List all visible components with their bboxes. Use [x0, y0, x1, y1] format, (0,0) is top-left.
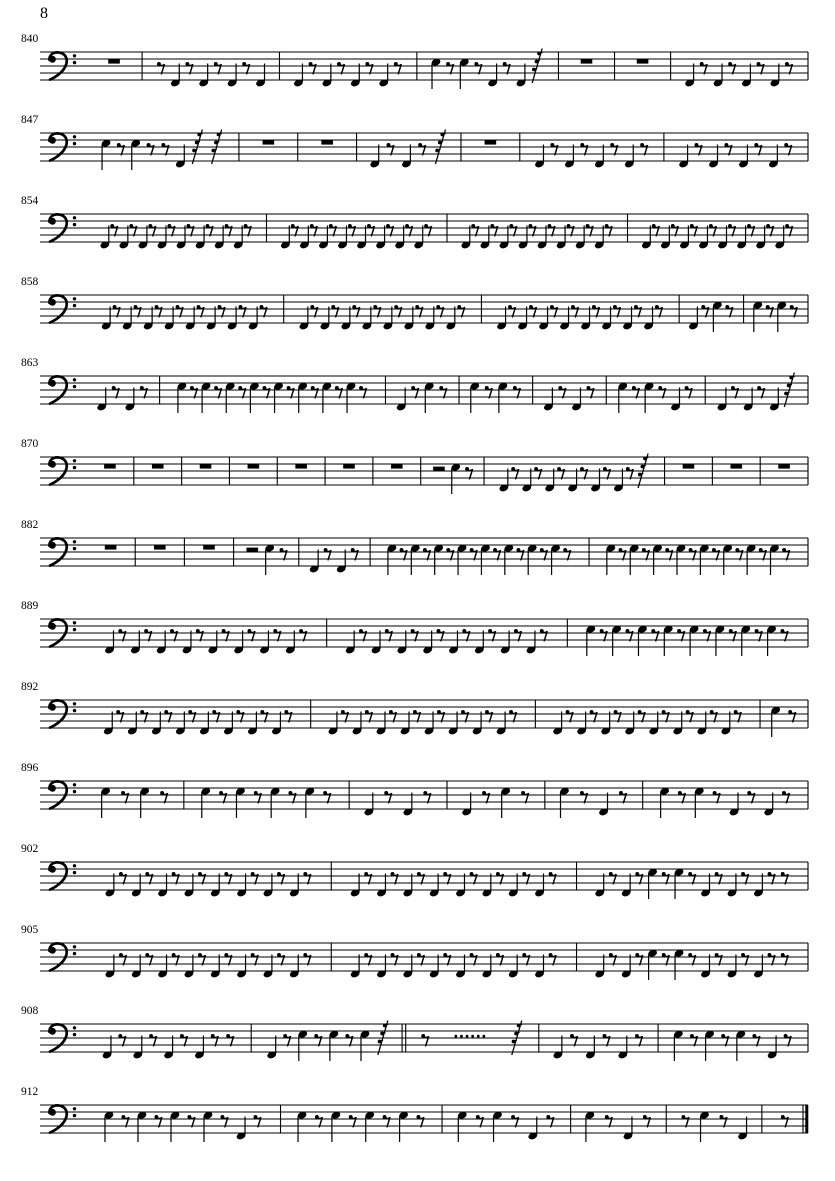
- measure-number-label: 854: [21, 195, 39, 207]
- staff-system-863: [0, 358, 835, 420]
- staff-notation: [0, 763, 835, 825]
- staff-system-896: [0, 763, 835, 825]
- measure-number-label: 870: [21, 438, 39, 450]
- measure-number-label: 902: [21, 843, 39, 855]
- staff-system-908: [0, 1006, 835, 1068]
- measure-number-label: 858: [21, 276, 39, 288]
- staff-notation: [0, 34, 835, 96]
- staff-system-892: [0, 682, 835, 744]
- measure-number-label: 892: [21, 681, 39, 693]
- staff-notation: [0, 1006, 835, 1068]
- measure-number-label: 847: [21, 114, 39, 126]
- staff-system-854: [0, 196, 835, 258]
- staff-system-840: [0, 34, 835, 96]
- staff-system-905: [0, 925, 835, 987]
- staff-notation: [0, 682, 835, 744]
- staff-notation: [0, 925, 835, 987]
- measure-number-label: 882: [21, 519, 39, 531]
- staff-notation: [0, 844, 835, 906]
- measure-number-label: 912: [21, 1086, 39, 1098]
- page-number: 8: [40, 5, 48, 22]
- staff-system-870: [0, 439, 835, 501]
- staff-notation: [0, 520, 835, 582]
- measure-number-label: 840: [21, 33, 39, 45]
- staff-system-882: [0, 520, 835, 582]
- staff-system-847: [0, 115, 835, 177]
- staff-system-858: [0, 277, 835, 339]
- staff-notation: [0, 358, 835, 420]
- measure-number-label: 896: [21, 762, 39, 774]
- staff-system-902: [0, 844, 835, 906]
- measure-number-label: 905: [21, 924, 39, 936]
- staff-notation: [0, 1087, 835, 1149]
- measure-number-label: 863: [21, 357, 39, 369]
- staff-notation: [0, 196, 835, 258]
- staff-system-889: [0, 601, 835, 663]
- measure-number-label: 908: [21, 1005, 39, 1017]
- staff-system-912: [0, 1087, 835, 1149]
- staff-notation: [0, 115, 835, 177]
- staff-notation: [0, 439, 835, 501]
- measure-number-label: 889: [21, 600, 39, 612]
- staff-notation: [0, 277, 835, 339]
- staff-notation: [0, 601, 835, 663]
